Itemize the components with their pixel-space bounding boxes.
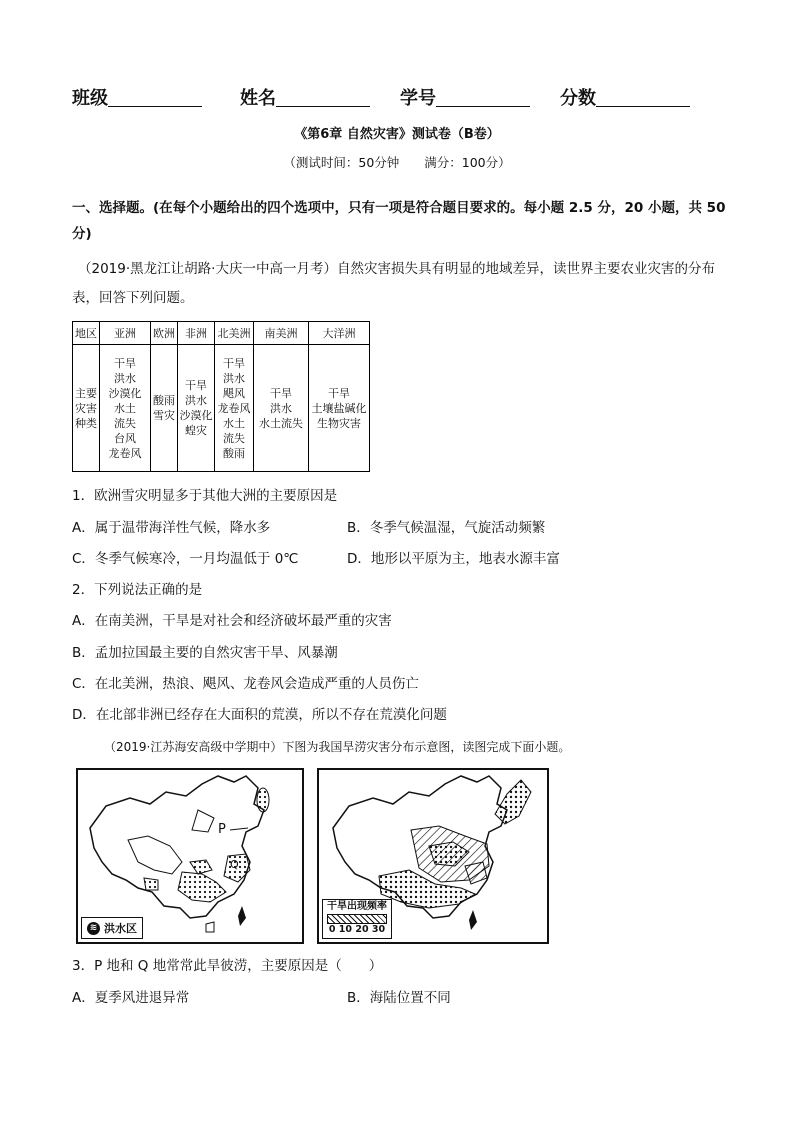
table-header-cell: 大洋洲 xyxy=(309,322,370,345)
question-2-stem: 2．下列说法正确的是 xyxy=(72,582,203,598)
table-cell-africa xyxy=(178,345,215,472)
section-heading-line1: 一、选择题。(在每个小题给出的四个选项中，只有一项是符合题目要求的。每小题 2.5 分，20 小题，共 50 xyxy=(72,200,726,216)
q2-option-a[interactable]: A．在南美洲，干旱是对社会和经济破坏最严重的灾害 xyxy=(72,613,392,629)
name-field xyxy=(240,84,370,110)
table-cell-south-america xyxy=(254,345,309,472)
page-subtitle: （测试时间：50分钟 满分：100分） xyxy=(283,155,511,170)
table-header-cell: 亚洲 xyxy=(100,322,151,345)
table-row-label-line: 灾害 xyxy=(75,401,97,415)
table-cell-north-america xyxy=(215,345,254,472)
q2-option-d[interactable]: D．在北部非洲已经存在大面积的荒漠，所以不存在荒漠化问题 xyxy=(72,707,447,723)
table-header-cell: 地区 xyxy=(73,322,100,345)
q1-option-b[interactable]: B．冬季气候温湿，气旋活动频繁 xyxy=(347,520,546,536)
intro1-line1: （2019·黑龙江让胡路·大庆一中高一月考）自然灾害损失具有明显的地域差异，读世界主要农业灾害的分布 xyxy=(78,261,715,277)
q3-option-a[interactable]: A．夏季风进退异常 xyxy=(72,990,190,1006)
class-blank[interactable] xyxy=(108,88,202,107)
cell-line: 干旱 xyxy=(223,356,245,370)
table-header-cell: 南美洲 xyxy=(254,322,309,345)
student-id-blank[interactable] xyxy=(436,88,530,107)
cell-line: 生物灾害 xyxy=(317,416,361,430)
cell-line: 龙卷风 xyxy=(108,446,142,460)
cell-line: 洪水 xyxy=(185,394,207,407)
cell-line: 沙漠化 xyxy=(179,409,213,422)
drought-legend-scale: 0 10 20 30 xyxy=(328,924,386,935)
drought-legend xyxy=(322,899,392,939)
q1-option-d[interactable]: D．地形以平原为主，地表水源丰富 xyxy=(347,551,560,567)
cell-line: 雪灾 xyxy=(153,409,175,422)
table-row-label-line: 种类 xyxy=(75,416,97,430)
score-field xyxy=(560,84,690,110)
drought-map xyxy=(317,768,549,944)
cell-line: 水土 xyxy=(114,401,136,415)
q3-option-b[interactable]: B．海陆位置不同 xyxy=(347,990,451,1006)
score-label: 分数 xyxy=(560,88,596,109)
cell-line: 水土 xyxy=(223,416,245,430)
table-cell-asia xyxy=(100,345,151,472)
cell-line: 龙卷风 xyxy=(217,401,251,415)
cell-line: 流失 xyxy=(114,416,136,430)
cell-line: 流失 xyxy=(223,431,245,445)
question-3-stem: 3．P 地和 Q 地常常此旱彼涝，主要原因是（ ） xyxy=(72,958,383,974)
name-label: 姓名 xyxy=(240,88,276,109)
cell-line: 洪水 xyxy=(270,401,292,415)
cell-line: 酸雨 xyxy=(153,394,175,407)
cell-line: 干旱 xyxy=(114,356,136,370)
class-field xyxy=(72,84,202,110)
table-cell-europe xyxy=(151,345,178,472)
q2-option-b[interactable]: B．孟加拉国最主要的自然灾害干旱、风暴潮 xyxy=(72,645,338,661)
intro2-text: （2019·江苏海安高级中学期中）下图为我国旱涝灾害分布示意图，读图完成下面小题。 xyxy=(104,740,571,754)
cell-line: 洪水 xyxy=(114,371,136,385)
table-row xyxy=(73,345,370,472)
class-label: 班级 xyxy=(72,88,108,109)
cell-line: 干旱 xyxy=(328,386,350,400)
flood-map xyxy=(76,768,304,944)
q1-option-a[interactable]: A．属于温带海洋性气候，降水多 xyxy=(72,520,271,536)
map-label-p: P xyxy=(218,822,226,837)
cell-line: 水土流失 xyxy=(259,416,303,430)
cell-line: 台风 xyxy=(114,431,136,445)
table-row-label-line: 主要 xyxy=(75,386,97,400)
q1-option-c[interactable]: C．冬季气候寒冷，一月均温低于 0℃ xyxy=(72,551,299,567)
flood-legend-label: 洪水区 xyxy=(104,922,137,935)
drought-legend-title: 干旱出现频率 xyxy=(327,901,387,912)
q2-option-c[interactable]: C．在北美洲，热浪、飓风、龙卷风会造成严重的人员伤亡 xyxy=(72,676,419,692)
table-header-cell: 北美洲 xyxy=(215,322,254,345)
table-header-cell: 非洲 xyxy=(178,322,215,345)
name-blank[interactable] xyxy=(276,88,370,107)
student-info-header xyxy=(72,84,690,110)
student-id-label: 学号 xyxy=(400,88,436,109)
flood-legend xyxy=(81,917,143,939)
cell-line: 土壤盐碱化 xyxy=(311,401,367,415)
intro1-line2: 表，回答下列问题。 xyxy=(72,290,194,306)
question-1-stem: 1．欧洲雪灾明显多于其他大洲的主要原因是 xyxy=(72,488,338,504)
cell-line: 洪水 xyxy=(223,371,245,385)
cell-line: 干旱 xyxy=(185,379,207,392)
cell-line: 蝗灾 xyxy=(185,424,207,437)
map-label-q: Q xyxy=(230,858,239,871)
flood-zone-icon: ≋ xyxy=(87,922,100,935)
section-heading-line2: 分) xyxy=(72,226,92,242)
disaster-table xyxy=(72,321,370,472)
score-blank[interactable] xyxy=(596,88,690,107)
p-pointer-line xyxy=(230,828,248,830)
drought-legend-bar xyxy=(327,914,387,924)
page-title: 《第6章 自然灾害》测试卷（B卷） xyxy=(294,127,500,142)
cell-line: 干旱 xyxy=(270,386,292,400)
student-id-field xyxy=(400,84,530,110)
table-cell-oceania xyxy=(309,345,370,472)
table-header-row xyxy=(73,322,370,345)
cell-line: 沙漠化 xyxy=(108,386,142,400)
cell-line: 酸雨 xyxy=(223,446,245,460)
table-row-label xyxy=(73,345,100,472)
cell-line: 飓风 xyxy=(223,386,245,400)
table-header-cell: 欧洲 xyxy=(151,322,178,345)
